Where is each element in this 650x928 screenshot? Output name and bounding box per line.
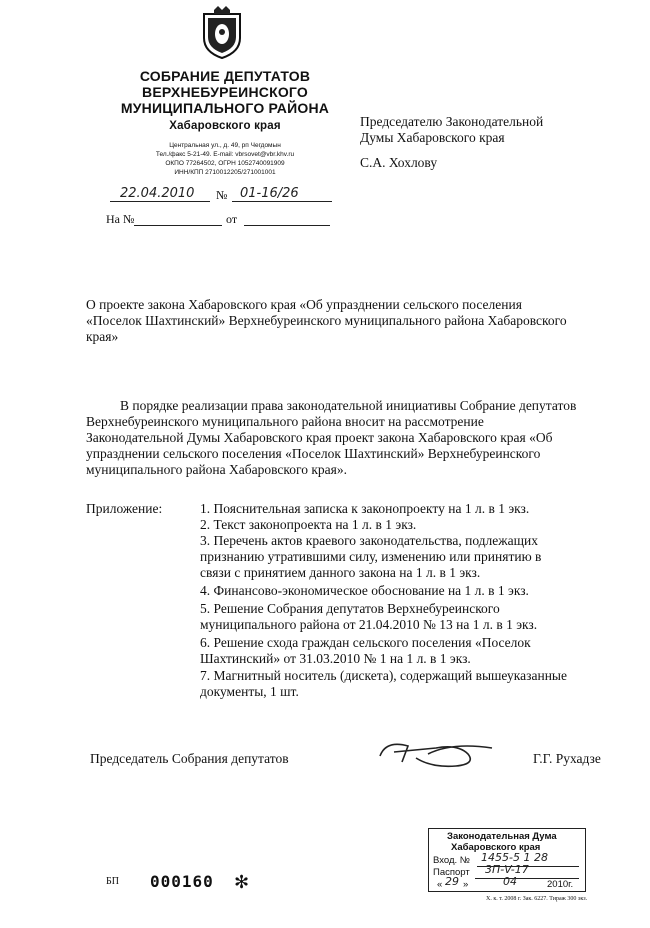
org-address-line-3: ОКПО 77264502, ОГРН 1052740091909 (165, 160, 285, 167)
attachment-item-5b: муниципального района от 21.04.2010 № 13 на 1 л. в 1 экз. (200, 617, 538, 632)
handwritten-signature (372, 734, 502, 779)
stamp-year: 2010г. (547, 879, 574, 890)
attachment-item-7b: документы, 1 шт. (200, 684, 299, 699)
footer-print-info: Х. к. т. 2008 г. Зак. 6227. Тираж 300 экз. (486, 896, 588, 902)
org-title-line-1: СОБРАНИЕ ДЕПУТАТОВ (139, 68, 311, 84)
stamp-month: 04 (503, 875, 517, 888)
registration-stamp: Законодательная Дума Хабаровского края Вход. № 1455-5 1 28 Паспорт 3П-V-17 « 29 » 04 2010г. (428, 828, 586, 892)
stamp-line-1: Законодательная Дума (447, 831, 557, 842)
attachment-item-3b: признанию утратившими силу, изменению или принятию в (200, 549, 542, 564)
body-line-5: муниципального района Хабаровского края». (86, 462, 348, 477)
outgoing-date: 22.04.2010 (120, 186, 195, 201)
org-title-line-2: ВЕРХНЕБУРЕИНСКОГО (142, 84, 308, 100)
attachment-item-1: 1. Пояснительная записка к законопроекту на 1 л. в 1 экз. (200, 501, 530, 516)
attachment-item-7a: 7. Магнитный носитель (дискета), содержащий вышеуказанные (200, 668, 567, 683)
attachment-item-3a: 3. Перечень актов краевого законодательства, подлежащих (200, 533, 538, 548)
org-address-line-4: ИНН/КПП 2710012205/271001001 (174, 169, 276, 176)
outgoing-number-prefix: № (216, 188, 228, 202)
stamp-passport-label: Паспорт (433, 867, 470, 878)
addressee-line-2: Думы Хабаровского края (360, 130, 505, 145)
stamp-incoming-label: Вход. № (433, 855, 470, 866)
body-line-1: В порядке реализации права законодательной инициативы Собрание депутатов (120, 398, 577, 413)
reply-ref-label: На № (106, 212, 135, 226)
attachment-item-6a: 6. Решение схода граждан сельского поселения «Поселок (200, 635, 531, 650)
attachment-item-5a: 5. Решение Собрания депутатов Верхнебуреинского (200, 601, 500, 616)
outgoing-number: 01-16/26 (240, 186, 299, 201)
stamp-passport-value: 3П-V-17 (485, 863, 529, 876)
org-region: Хабаровского края (169, 120, 281, 132)
attachments-label: Приложение: (86, 501, 163, 516)
attachment-item-4: 4. Финансово-экономическое обоснование на 1 л. в 1 экз. (200, 583, 529, 598)
footer-serial-number: 000160 (150, 872, 214, 891)
stamp-incoming-value: 1455-5 1 28 (481, 851, 548, 864)
subject-line-2: «Поселок Шахтинский» Верхнебуреинского муниципального района Хабаровского (86, 313, 567, 328)
signatory-position: Председатель Собрания депутатов (90, 751, 289, 766)
org-address-line-2: Тел./факс 5-21-49. E-mail: vbrsovet@vbr.khv.ru (155, 151, 295, 158)
reply-ref-from-label: от (226, 212, 238, 226)
org-title-line-3: МУНИЦИПАЛЬНОГО РАЙОНА (120, 100, 330, 116)
addressee-name: С.А. Хохлову (360, 155, 438, 170)
coat-of-arms-emblem (200, 4, 244, 60)
attachment-item-2: 2. Текст законопроекта на 1 л. в 1 экз. (200, 517, 417, 532)
attachment-item-6b: Шахтинский» от 31.03.2010 № 1 на 1 л. в 1 экз. (200, 651, 471, 666)
body-line-3: Законодательной Думы Хабаровского края проект закона Хабаровского края «Об (86, 430, 553, 445)
addressee-line-1: Председателю Законодательной (360, 114, 544, 129)
stamp-day: 29 (445, 875, 459, 888)
body-line-2: Верхнебуреинского муниципального района вносит на рассмотрение (86, 414, 484, 429)
signatory-name: Г.Г. Рухадзе (533, 751, 601, 766)
subject-line-1: О проекте закона Хабаровского края «Об упразднении сельского поселения (86, 297, 522, 312)
body-line-4: упразднении сельского поселения «Поселок Шахтинский» Верхнебуреинского (86, 446, 541, 461)
stamp-line-2: Хабаровского края (451, 842, 541, 853)
attachment-item-3c: связи с принятием данного закона на 1 л. в 1 экз. (200, 565, 481, 580)
footer-bp-label: БП (106, 876, 119, 887)
subject-line-3: края» (86, 329, 119, 344)
org-address-line-1: Центральная ул., д. 49, рп Чегдомын (169, 142, 281, 149)
footer-star-icon: ✻ (234, 872, 250, 892)
